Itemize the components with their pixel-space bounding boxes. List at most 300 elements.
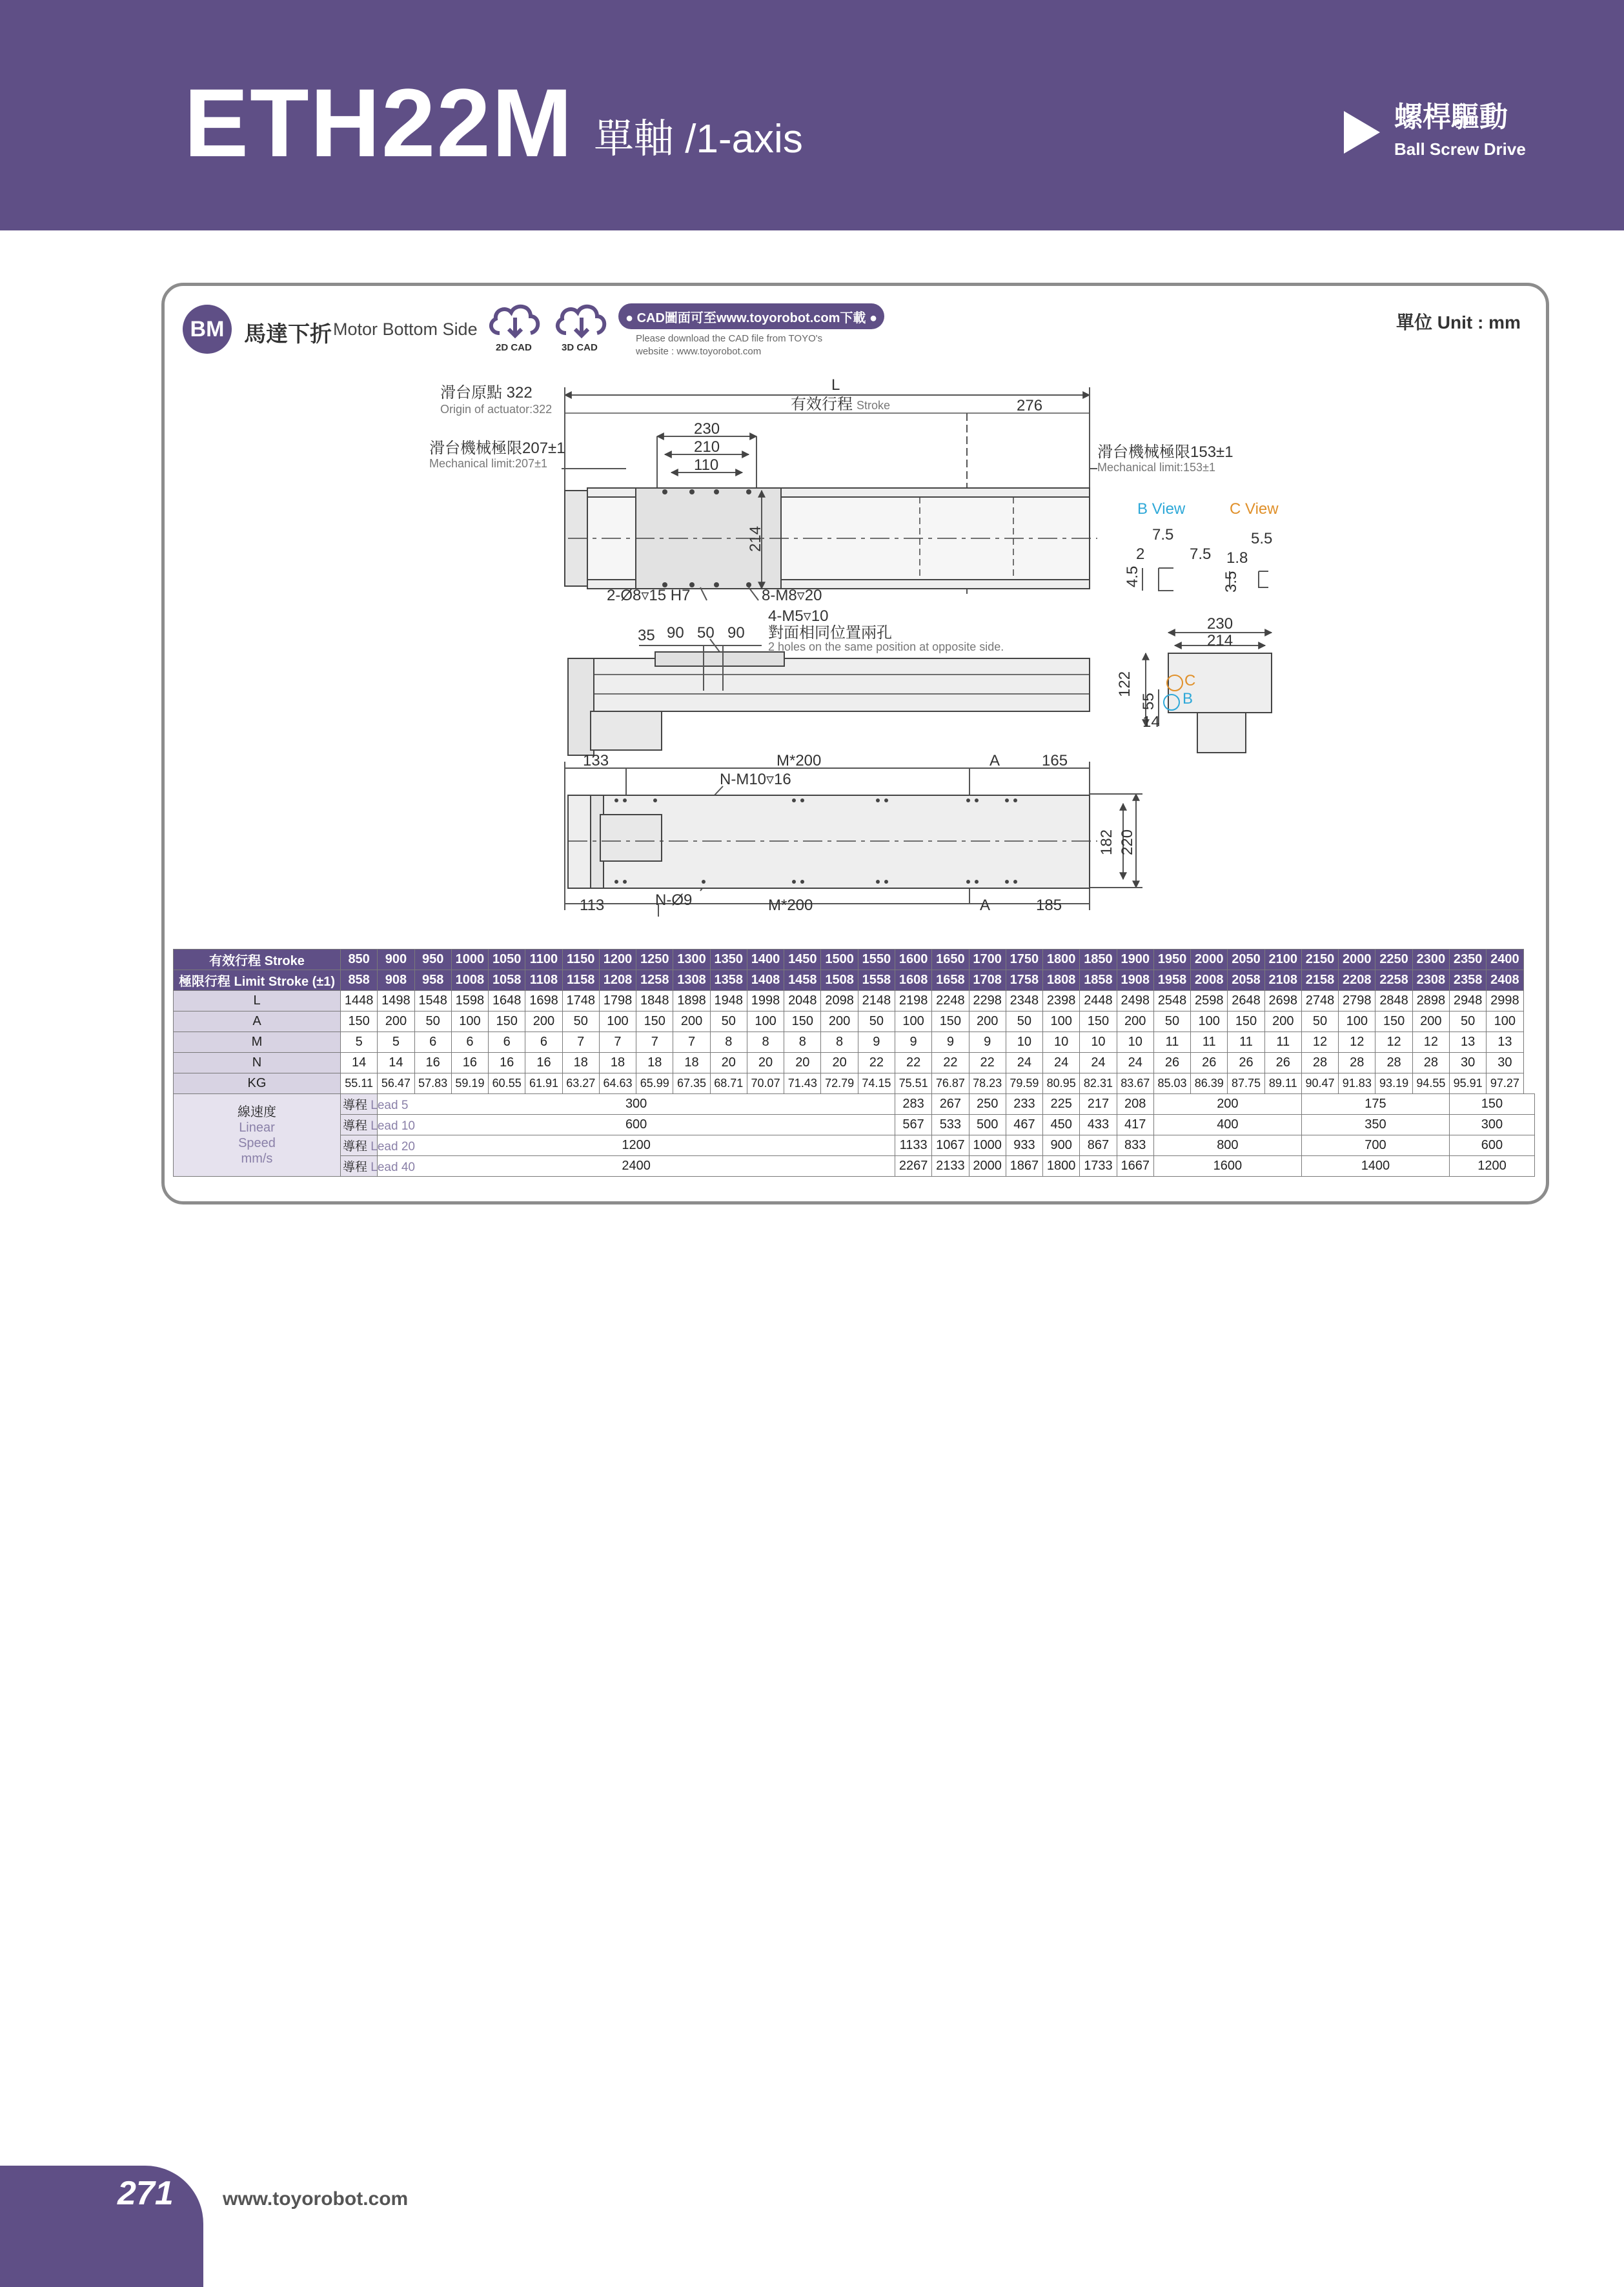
speed-cell: 417 — [1117, 1115, 1153, 1135]
technical-drawing — [0, 0, 1624, 949]
speed-cell: 1867 — [1006, 1156, 1042, 1177]
value-cell: 6 — [414, 1032, 451, 1053]
value-cell: 2098 — [821, 991, 858, 1011]
limit-cell: 1708 — [969, 970, 1006, 991]
value-cell: 26 — [1228, 1053, 1264, 1073]
value-cell: 1648 — [489, 991, 525, 1011]
stroke-cell: 1200 — [599, 950, 636, 970]
value-cell: 150 — [784, 1011, 821, 1032]
limit-cell: 1008 — [451, 970, 488, 991]
row-label: M — [174, 1032, 341, 1053]
value-cell: 26 — [1153, 1053, 1190, 1073]
table-row — [174, 1053, 1535, 1073]
stroke-cell: 2400 — [1487, 950, 1523, 970]
c-dim-1-8: 1.8 — [1226, 549, 1248, 567]
value-cell: 2948 — [1449, 991, 1486, 1011]
limit-cell: 2308 — [1412, 970, 1449, 991]
dim-220: 220 — [1119, 829, 1136, 855]
stroke-cell: 1350 — [710, 950, 747, 970]
dim-35: 35 — [638, 627, 655, 644]
speed-cell: 2400 — [378, 1156, 895, 1177]
value-cell: 24 — [1043, 1053, 1080, 1073]
value-cell: 200 — [1117, 1011, 1153, 1032]
stroke-cell: 1900 — [1117, 950, 1153, 970]
origin-en: Origin of actuator:322 — [440, 403, 553, 416]
value-cell: 9 — [858, 1032, 895, 1053]
value-cell: 2548 — [1153, 991, 1190, 1011]
table-row — [174, 1115, 1535, 1135]
speed-cell: 900 — [1043, 1135, 1080, 1156]
value-cell: 90.47 — [1301, 1073, 1338, 1094]
value-cell: 2048 — [784, 991, 821, 1011]
value-cell: 64.63 — [599, 1073, 636, 1094]
limit-cell: 1258 — [636, 970, 673, 991]
value-cell: 18 — [673, 1053, 710, 1073]
stroke-cell: 2250 — [1375, 950, 1412, 970]
value-cell: 100 — [1487, 1011, 1523, 1032]
value-cell: 12 — [1375, 1032, 1412, 1053]
value-cell: 30 — [1449, 1053, 1486, 1073]
stroke-cell: 1500 — [821, 950, 858, 970]
value-cell: 89.11 — [1264, 1073, 1301, 1094]
speed-cell: 433 — [1080, 1115, 1117, 1135]
speed-cell: 217 — [1080, 1094, 1117, 1115]
m5-label: 4-M5▿10 — [768, 607, 829, 625]
speed-cell: 225 — [1043, 1094, 1080, 1115]
section-title-cn: 馬達下折 — [244, 322, 332, 347]
value-cell: 100 — [1191, 1011, 1228, 1032]
axis-subtitle: 單軸 /1-axis — [594, 117, 803, 161]
value-cell: 1848 — [636, 991, 673, 1011]
value-cell: 9 — [969, 1032, 1006, 1053]
value-cell: 91.83 — [1339, 1073, 1375, 1094]
holes-cn: 對面相同位置兩孔 — [768, 624, 892, 642]
b-dim-2: 2 — [1136, 545, 1145, 563]
end-dim-230: 230 — [1207, 615, 1233, 633]
speed-cell: 1667 — [1117, 1156, 1153, 1177]
stroke-cell: 1300 — [673, 950, 710, 970]
value-cell: 20 — [747, 1053, 784, 1073]
value-cell: 2498 — [1117, 991, 1153, 1011]
speed-cell: 250 — [969, 1094, 1006, 1115]
value-cell: 200 — [525, 1011, 562, 1032]
end-c-marker: C — [1184, 672, 1196, 689]
limit-cell: 2158 — [1301, 970, 1338, 991]
stroke-cell: 1550 — [858, 950, 895, 970]
value-cell: 100 — [1339, 1011, 1375, 1032]
value-cell: 7 — [562, 1032, 599, 1053]
value-cell: 57.83 — [414, 1073, 451, 1094]
limit-cell: 2208 — [1339, 970, 1375, 991]
value-cell: 150 — [636, 1011, 673, 1032]
speed-cell: 600 — [1449, 1135, 1534, 1156]
stroke-cell: 2100 — [1264, 950, 1301, 970]
limit-cell: 1958 — [1153, 970, 1190, 991]
limit-cell: 1358 — [710, 970, 747, 991]
value-cell: 14 — [341, 1053, 378, 1073]
value-cell: 2148 — [858, 991, 895, 1011]
dim-50: 50 — [697, 624, 715, 642]
limit-cell: 1508 — [821, 970, 858, 991]
limit-cell: 1858 — [1080, 970, 1117, 991]
speed-cell: 567 — [895, 1115, 931, 1135]
limit-cell: 1108 — [525, 970, 562, 991]
value-cell: 2698 — [1264, 991, 1301, 1011]
value-cell: 50 — [1006, 1011, 1042, 1032]
value-cell: 50 — [1449, 1011, 1486, 1032]
limit-cell: 1558 — [858, 970, 895, 991]
value-cell: 6 — [489, 1032, 525, 1053]
value-cell: 1898 — [673, 991, 710, 1011]
value-cell: 76.87 — [932, 1073, 969, 1094]
value-cell: 100 — [451, 1011, 488, 1032]
origin-cn: 滑台原點 322 — [440, 384, 533, 401]
value-cell: 50 — [710, 1011, 747, 1032]
value-cell: 50 — [414, 1011, 451, 1032]
value-cell: 16 — [525, 1053, 562, 1073]
stroke-cn: 有效行程 — [791, 396, 853, 413]
cad-3d-label: 3D CAD — [562, 342, 598, 353]
value-cell: 12 — [1412, 1032, 1449, 1053]
stroke-cell: 2150 — [1301, 950, 1338, 970]
value-cell: 11 — [1264, 1032, 1301, 1053]
value-cell: 24 — [1080, 1053, 1117, 1073]
limit-cell: 1408 — [747, 970, 784, 991]
value-cell: 60.55 — [489, 1073, 525, 1094]
value-cell: 200 — [1412, 1011, 1449, 1032]
end-dim-214: 214 — [1207, 632, 1233, 649]
value-cell: 86.39 — [1191, 1073, 1228, 1094]
table-row — [174, 950, 1535, 970]
value-cell: 12 — [1301, 1032, 1338, 1053]
value-cell: 100 — [895, 1011, 931, 1032]
value-cell: 71.43 — [784, 1073, 821, 1094]
value-cell: 200 — [969, 1011, 1006, 1032]
end-dim-55: 55 — [1140, 693, 1157, 710]
value-cell: 63.27 — [562, 1073, 599, 1094]
value-cell: 5 — [341, 1032, 378, 1053]
speed-cell: 933 — [1006, 1135, 1042, 1156]
value-cell: 200 — [378, 1011, 414, 1032]
limit-cell: 1158 — [562, 970, 599, 991]
value-cell: 8 — [821, 1032, 858, 1053]
lead-label: 導程 Lead 5 — [341, 1094, 378, 1115]
cad-2d-label: 2D CAD — [496, 342, 532, 353]
end-b-marker: B — [1182, 690, 1193, 707]
value-cell: 24 — [1006, 1053, 1042, 1073]
speed-cell: 1133 — [895, 1135, 931, 1156]
speed-cell: 467 — [1006, 1115, 1042, 1135]
dim-185: 185 — [1036, 897, 1062, 914]
speed-cell: 2000 — [969, 1156, 1006, 1177]
c-dim-3-5: 3.5 — [1223, 571, 1240, 593]
cad-download-link[interactable]: ● CAD圖面可至www.toyorobot.com下載 ● — [618, 303, 884, 329]
stroke-cell: 1650 — [932, 950, 969, 970]
value-cell: 50 — [1301, 1011, 1338, 1032]
value-cell: 7 — [599, 1032, 636, 1053]
mech-right-en: Mechanical limit:153±1 — [1097, 461, 1215, 474]
limit-cell: 1808 — [1043, 970, 1080, 991]
value-cell: 1548 — [414, 991, 451, 1011]
value-cell: 72.79 — [821, 1073, 858, 1094]
stroke-header: 有效行程 Stroke — [174, 950, 341, 970]
value-cell: 22 — [932, 1053, 969, 1073]
value-cell: 83.67 — [1117, 1073, 1153, 1094]
dim-165: 165 — [1042, 752, 1068, 769]
value-cell: 75.51 — [895, 1073, 931, 1094]
limit-cell: 908 — [378, 970, 414, 991]
value-cell: 2848 — [1375, 991, 1412, 1011]
value-cell: 9 — [895, 1032, 931, 1053]
value-cell: 9 — [932, 1032, 969, 1053]
speed-cell: 1800 — [1043, 1156, 1080, 1177]
row-label: KG — [174, 1073, 341, 1094]
speed-cell: 867 — [1080, 1135, 1117, 1156]
table-row — [174, 1011, 1535, 1032]
speed-cell: 175 — [1301, 1094, 1449, 1115]
linear-speed-label: 線速度 Linear Speed mm/s — [174, 1094, 341, 1177]
value-cell: 18 — [636, 1053, 673, 1073]
value-cell: 68.71 — [710, 1073, 747, 1094]
stroke-cell: 1000 — [451, 950, 488, 970]
value-cell: 7 — [636, 1032, 673, 1053]
drive-type-en: Ball Screw Drive — [1394, 139, 1526, 159]
value-cell: 6 — [525, 1032, 562, 1053]
b-view-label: B View — [1137, 500, 1186, 518]
value-cell: 200 — [1264, 1011, 1301, 1032]
stroke-cell: 1100 — [525, 950, 562, 970]
table-row — [174, 1073, 1535, 1094]
value-cell: 100 — [747, 1011, 784, 1032]
table-row — [174, 1032, 1535, 1053]
stroke-cell: 1850 — [1080, 950, 1117, 970]
limit-cell: 2358 — [1449, 970, 1486, 991]
limit-cell: 1608 — [895, 970, 931, 991]
value-cell: 20 — [710, 1053, 747, 1073]
lead-label: 導程 Lead 20 — [341, 1135, 378, 1156]
value-cell: 18 — [562, 1053, 599, 1073]
cad-download-note: Please download the CAD file from TOYO's website : www.toyorobot.com — [636, 333, 823, 357]
value-cell: 2798 — [1339, 991, 1375, 1011]
speed-cell: 283 — [895, 1094, 931, 1115]
value-cell: 2748 — [1301, 991, 1338, 1011]
bm-badge: BM — [183, 305, 232, 354]
footer-url[interactable]: www.toyorobot.com — [223, 2188, 409, 2210]
lead-label: 導程 Lead 40 — [341, 1156, 378, 1177]
dim-m200-top: M*200 — [776, 752, 822, 769]
table-row — [174, 1156, 1535, 1177]
value-cell: 16 — [489, 1053, 525, 1073]
stroke-cell: 2350 — [1449, 950, 1486, 970]
limit-cell: 2408 — [1487, 970, 1523, 991]
limit-cell: 2058 — [1228, 970, 1264, 991]
speed-cell: 208 — [1117, 1094, 1153, 1115]
value-cell: 78.23 — [969, 1073, 1006, 1094]
speed-cell: 600 — [378, 1115, 895, 1135]
speed-cell: 450 — [1043, 1115, 1080, 1135]
value-cell: 1948 — [710, 991, 747, 1011]
row-label: A — [174, 1011, 341, 1032]
value-cell: 70.07 — [747, 1073, 784, 1094]
value-cell: 11 — [1191, 1032, 1228, 1053]
speed-cell: 1000 — [969, 1135, 1006, 1156]
row-label: N — [174, 1053, 341, 1073]
speed-cell: 1067 — [932, 1135, 969, 1156]
value-cell: 200 — [673, 1011, 710, 1032]
dim-230: 230 — [694, 420, 720, 438]
value-cell: 2198 — [895, 991, 931, 1011]
value-cell: 22 — [969, 1053, 1006, 1073]
value-cell: 56.47 — [378, 1073, 414, 1094]
table-row — [174, 970, 1535, 991]
page-number: 271 — [117, 2175, 174, 2212]
value-cell: 8 — [784, 1032, 821, 1053]
spec-table — [173, 949, 1535, 1177]
value-cell: 79.59 — [1006, 1073, 1042, 1094]
value-cell: 1748 — [562, 991, 599, 1011]
c-dim-5-5: 5.5 — [1251, 530, 1273, 547]
dim-182: 182 — [1098, 829, 1115, 855]
holes-en: 2 holes on the same position at opposite side. — [768, 640, 1004, 653]
value-cell: 30 — [1487, 1053, 1523, 1073]
value-cell: 5 — [378, 1032, 414, 1053]
value-cell: 2398 — [1043, 991, 1080, 1011]
end-dim-122: 122 — [1116, 671, 1133, 697]
value-cell: 22 — [895, 1053, 931, 1073]
speed-cell: 233 — [1006, 1094, 1042, 1115]
value-cell: 150 — [1228, 1011, 1264, 1032]
dim-a-bottom: A — [980, 897, 991, 914]
table-row — [174, 1135, 1535, 1156]
c-dim-7-5: 7.5 — [1190, 545, 1212, 563]
dim-133: 133 — [583, 752, 609, 769]
speed-cell: 400 — [1153, 1115, 1301, 1135]
value-cell: 82.31 — [1080, 1073, 1117, 1094]
section-title-en: Motor Bottom Side — [333, 320, 478, 339]
value-cell: 28 — [1375, 1053, 1412, 1073]
value-cell: 93.19 — [1375, 1073, 1412, 1094]
dim-90b: 90 — [727, 624, 745, 642]
value-cell: 1998 — [747, 991, 784, 1011]
value-cell: 26 — [1264, 1053, 1301, 1073]
mech-left-cn: 滑台機械極限207±1 — [429, 440, 565, 457]
pin-hole-label: 2-Ø8▿15 H7 — [607, 587, 691, 604]
value-cell: 11 — [1153, 1032, 1190, 1053]
speed-cell: 533 — [932, 1115, 969, 1135]
speed-cell: 1400 — [1301, 1156, 1449, 1177]
value-cell: 61.91 — [525, 1073, 562, 1094]
value-cell: 12 — [1339, 1032, 1375, 1053]
n-o9-label: N-Ø9 — [655, 891, 693, 909]
stroke-cell: 2300 — [1412, 950, 1449, 970]
value-cell: 1598 — [451, 991, 488, 1011]
limit-cell: 1758 — [1006, 970, 1042, 991]
value-cell: 50 — [1153, 1011, 1190, 1032]
dim-a-top: A — [990, 752, 1000, 769]
value-cell: 95.91 — [1449, 1073, 1486, 1094]
table-row — [174, 1094, 1535, 1115]
value-cell: 50 — [562, 1011, 599, 1032]
value-cell: 2898 — [1412, 991, 1449, 1011]
speed-cell: 2267 — [895, 1156, 931, 1177]
stroke-cell: 850 — [341, 950, 378, 970]
speed-cell: 300 — [378, 1094, 895, 1115]
limit-cell: 958 — [414, 970, 451, 991]
b-dim-4-5: 4.5 — [1124, 565, 1141, 587]
value-cell: 150 — [341, 1011, 378, 1032]
value-cell: 26 — [1191, 1053, 1228, 1073]
value-cell: 94.55 — [1412, 1073, 1449, 1094]
limit-cell: 2008 — [1191, 970, 1228, 991]
value-cell: 150 — [1375, 1011, 1412, 1032]
drive-type-cn: 螺桿驅動 — [1394, 101, 1508, 133]
value-cell: 59.19 — [451, 1073, 488, 1094]
value-cell: 16 — [414, 1053, 451, 1073]
speed-cell: 800 — [1153, 1135, 1301, 1156]
value-cell: 97.27 — [1487, 1073, 1523, 1094]
speed-cell: 200 — [1153, 1094, 1301, 1115]
value-cell: 10 — [1006, 1032, 1042, 1053]
value-cell: 87.75 — [1228, 1073, 1264, 1094]
value-cell: 150 — [489, 1011, 525, 1032]
stroke-cell: 950 — [414, 950, 451, 970]
mech-left-en: Mechanical limit:207±1 — [429, 457, 547, 470]
value-cell: 16 — [451, 1053, 488, 1073]
value-cell: 7 — [673, 1032, 710, 1053]
stroke-en: Stroke — [857, 399, 891, 412]
stroke-cell: 1050 — [489, 950, 525, 970]
value-cell: 50 — [858, 1011, 895, 1032]
stroke-cell: 1750 — [1006, 950, 1042, 970]
value-cell: 2248 — [932, 991, 969, 1011]
value-cell: 11 — [1228, 1032, 1264, 1053]
value-cell: 200 — [821, 1011, 858, 1032]
value-cell: 20 — [821, 1053, 858, 1073]
dim-214: 214 — [747, 525, 764, 552]
stroke-cell: 1600 — [895, 950, 931, 970]
value-cell: 1498 — [378, 991, 414, 1011]
value-cell: 18 — [599, 1053, 636, 1073]
c-view-label: C View — [1230, 500, 1279, 518]
stroke-cell: 1800 — [1043, 950, 1080, 970]
value-cell: 2348 — [1006, 991, 1042, 1011]
value-cell: 28 — [1412, 1053, 1449, 1073]
value-cell: 22 — [858, 1053, 895, 1073]
stroke-cell: 1150 — [562, 950, 599, 970]
value-cell: 6 — [451, 1032, 488, 1053]
speed-cell: 1200 — [378, 1135, 895, 1156]
value-cell: 2648 — [1228, 991, 1264, 1011]
value-cell: 100 — [599, 1011, 636, 1032]
stroke-cell: 1400 — [747, 950, 784, 970]
limit-cell: 2258 — [1375, 970, 1412, 991]
value-cell: 1798 — [599, 991, 636, 1011]
limit-cell: 1308 — [673, 970, 710, 991]
stroke-cell: 900 — [378, 950, 414, 970]
dim-m200-bottom: M*200 — [768, 897, 813, 914]
speed-cell: 267 — [932, 1094, 969, 1115]
value-cell: 65.99 — [636, 1073, 673, 1094]
value-cell: 1698 — [525, 991, 562, 1011]
value-cell: 2998 — [1487, 991, 1523, 1011]
limit-cell: 1058 — [489, 970, 525, 991]
value-cell: 85.03 — [1153, 1073, 1190, 1094]
dim-276: 276 — [1017, 397, 1043, 414]
speed-cell: 700 — [1301, 1135, 1449, 1156]
value-cell: 100 — [1043, 1011, 1080, 1032]
row-label: L — [174, 991, 341, 1011]
value-cell: 8 — [710, 1032, 747, 1053]
